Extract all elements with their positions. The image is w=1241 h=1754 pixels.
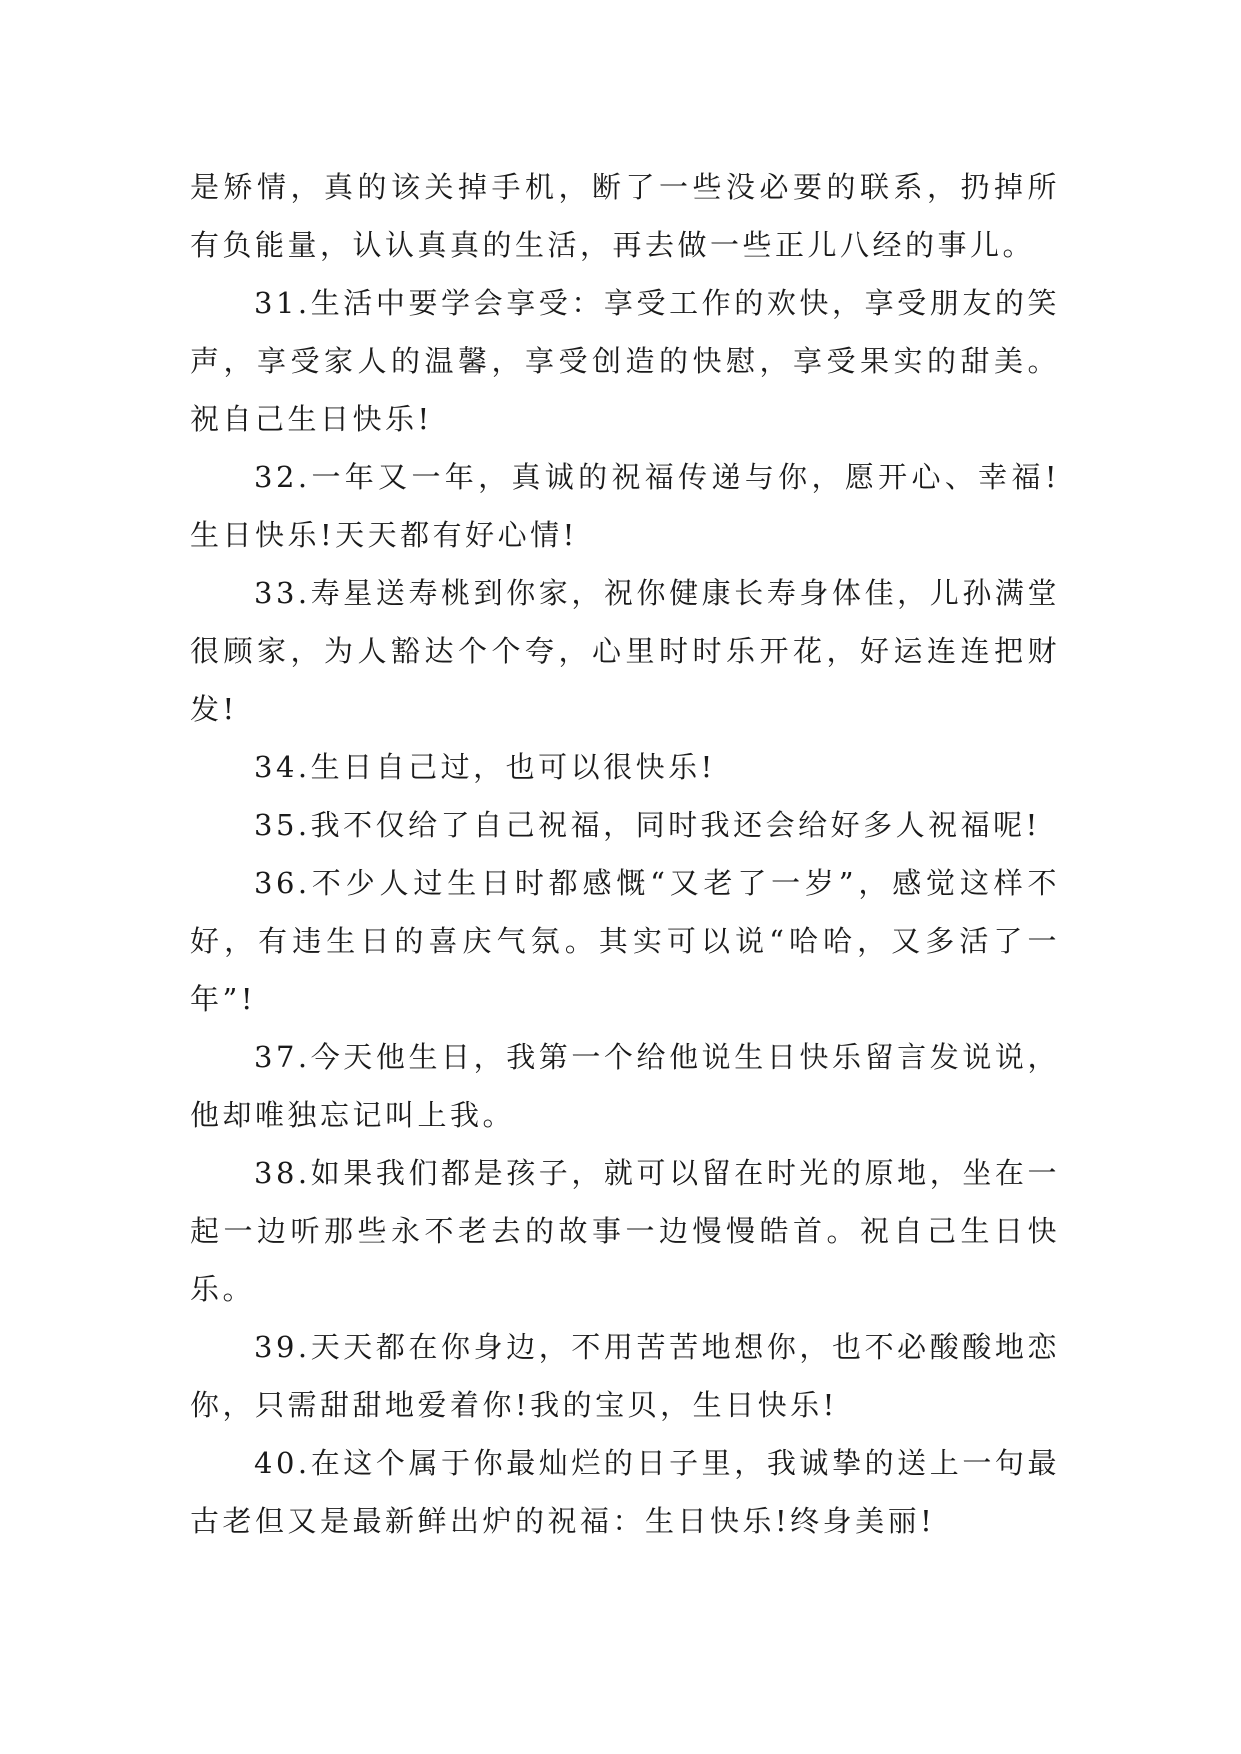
paragraph-37: 37.今天他生日，我第一个给他说生日快乐留言发说说，他却唯独忘记叫上我。 <box>190 1040 1060 1132</box>
paragraph-continuation: 是矫情，真的该关掉手机，断了一些没必要的联系，扔掉所有负能量，认认真真的生活，再去做一些正儿八经的事儿。 <box>190 170 1060 262</box>
paragraph-39: 39.天天都在你身边，不用苦苦地想你，也不必酸酸地恋你，只需甜甜地爱着你!我的宝贝，生日快乐! <box>190 1330 1060 1422</box>
paragraph-35: 35.我不仅给了自己祝福，同时我还会给好多人祝福呢! <box>254 808 1041 842</box>
paragraph-38: 38.如果我们都是孩子，就可以留在时光的原地，坐在一起一边听那些永不老去的故事一边慢慢皓首。祝自己生日快乐。 <box>190 1156 1060 1306</box>
document-body <box>190 158 1060 1550</box>
paragraph-32: 32.一年又一年，真诚的祝福传递与你，愿开心、幸福!生日快乐!天天都有好心情! <box>190 460 1060 552</box>
paragraph-40: 40.在这个属于你最灿烂的日子里，我诚挚的送上一句最古老但又是最新鲜出炉的祝福：生日快乐!终身美丽! <box>190 1446 1060 1538</box>
paragraph-31: 31.生活中要学会享受：享受工作的欢快，享受朋友的笑声，享受家人的温馨，享受创造的快慰，享受果实的甜美。祝自己生日快乐! <box>190 286 1060 436</box>
paragraph-36: 36.不少人过生日时都感慨“又老了一岁”，感觉这样不好，有违生日的喜庆气氛。其实可以说“哈哈，又多活了一年”! <box>190 866 1060 1016</box>
paragraph-33: 33.寿星送寿桃到你家，祝你健康长寿身体佳，儿孙满堂很顾家，为人豁达个个夸，心里时时乐开花，好运连连把财发! <box>190 576 1060 726</box>
paragraph-34: 34.生日自己过，也可以很快乐! <box>254 750 716 784</box>
